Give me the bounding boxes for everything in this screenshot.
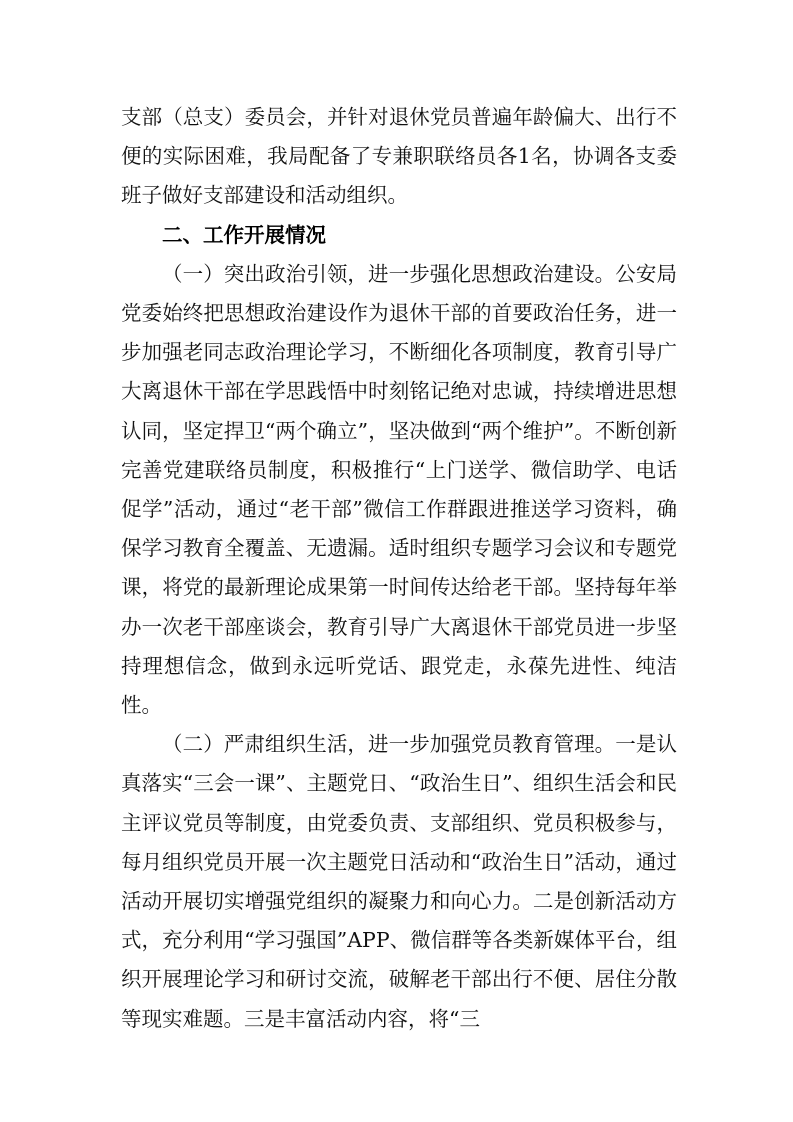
intro-paragraph: 支部（总支）委员会，并针对退休党员普遍年龄偏大、出行不便的实际困难，我局配备了专兼职联络员各1名，协调各支委班子做好支部建设和活动组织。 (121, 105, 677, 208)
paragraph-political-guidance: （一）突出政治引领，进一步强化思想政治建设。公安局党委始终把思想政治建设作为退休干部的首要政治任务，进一步加强老同志政治理论学习，不断细化各项制度，教育引导广大离退休干部在学思践悟中时刻铭记绝对忠诚，持续增进思想认同，坚定捍卫“两个确立”，坚决做到“两个维护”。不断创新完善党建联络员制度，积极推行“上门送学、微信助学、电话促学”活动，通过“老干部”微信工作群跟进推送学习资料，确保学习教育全覆盖、无遗漏。适时组织专题学习会议和专题党课，将党的最新理论成果第一时间传达给老干部。坚持每年举办一次老干部座谈会，教育引导广大离退休干部党员进一步坚持理想信念，做到永远听党话、跟党走，永葆先进性、纯洁性。 (121, 261, 677, 718)
document-body (121, 98, 677, 1039)
section-heading: 二、工作开展情况 (162, 222, 326, 247)
paragraph-organization-life: （二）严肃组织生活，进一步加强党员教育管理。一是认真落实“三会一课”、主题党日、“政治生日”、组织生活会和民主评议党员等制度，由党委负责、支部组织、党员积极参与，每月组织党员开展一次主题党日活动和“政治生日”活动，通过活动开展切实增强党组织的凝聚力和向心力。二是创新活动方式，充分利用“学习强国”APP、微信群等各类新媒体平台，组织开展理论学习和研讨交流，破解老干部出行不便、居住分散等现实难题。三是丰富活动内容，将“三 (121, 732, 677, 1031)
